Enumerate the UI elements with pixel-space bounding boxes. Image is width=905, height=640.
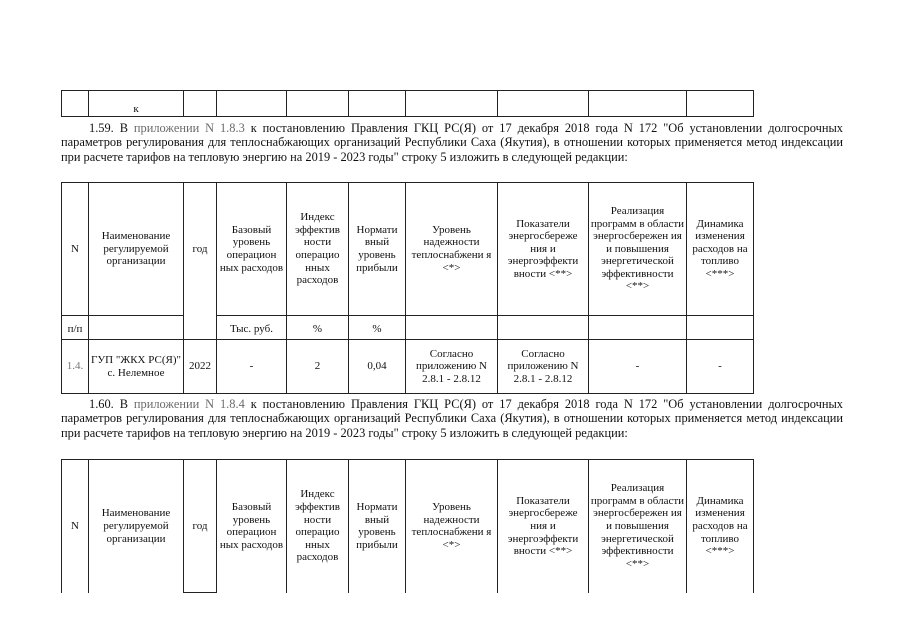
appendix-link[interactable]: приложении N 1.8.3 (133, 121, 245, 135)
cell: к (89, 91, 184, 117)
header-programs: Реализация программ в области энергосбережен ия и повышения энергетической эффективности <**> (589, 460, 687, 593)
header-norm: Нормати вный уровень прибыли (349, 183, 406, 316)
header-n: N (62, 183, 89, 316)
header-base: Базовый уровень операцион ных расходов (217, 460, 287, 593)
header-index: Индекс эффектив ности операцио нных расходов (287, 183, 349, 316)
row-programs: - (589, 340, 687, 394)
paragraph-text: к постановлению Правления ГКЦ РС(Я) от 17 декабря 2018 года N 172 "Об установлении долгосрочных параметров регулирования для теплоснабжающих организаций Республики Саха (Якутия), в отношении которых применяется метод индексации при расчете тарифов на тепловую энергию на 2019 - 2023 годы" строку 5 изложить в следующей редакции: (61, 397, 843, 440)
cell (589, 91, 687, 117)
appendix-link[interactable]: приложении N 1.8.4 (133, 397, 245, 411)
unit-programs (589, 316, 687, 340)
header-dynamics: Динамика изменения расходов на топливо <***> (687, 460, 754, 593)
header-org: Наименование регулируемой организации (89, 460, 184, 593)
params-table-2 (61, 459, 754, 593)
unit-org (89, 316, 184, 340)
header-norm: Нормати вный уровень прибыли (349, 460, 406, 593)
header-n: N (62, 460, 89, 593)
paragraph-number: 1.59. (89, 121, 114, 135)
unit-base: Тыс. руб. (217, 316, 287, 340)
paragraph-number: 1.60. (89, 397, 114, 411)
table-row (62, 340, 754, 394)
cell (217, 91, 287, 117)
row-index: 2 (287, 340, 349, 394)
header-base: Базовый уровень операцион ных расходов (217, 183, 287, 316)
unit-index: % (287, 316, 349, 340)
unit-year (184, 316, 217, 340)
paragraph-text: В (119, 121, 128, 135)
top-table-remnant (61, 90, 754, 117)
paragraph-1-60 (61, 397, 843, 440)
header-reliab: Уровень надежности теплоснабжени я <*> (406, 183, 498, 316)
unit-reliab (406, 316, 498, 340)
cell (349, 91, 406, 117)
paragraph-text: В (119, 397, 128, 411)
cell (62, 91, 89, 117)
header-energy: Показатели энергосбереже ния и энергоэффекти вности <**> (498, 460, 589, 593)
header-org: Наименование регулируемой организации (89, 183, 184, 316)
header-dynamics: Динамика изменения расходов на топливо <***> (687, 183, 754, 316)
row-dynamics: - (687, 340, 754, 394)
header-year: год (184, 183, 217, 316)
unit-norm: % (349, 316, 406, 340)
row-year: 2022 (184, 340, 217, 394)
cell (184, 91, 217, 117)
row-norm: 0,04 (349, 340, 406, 394)
row-n: 1.4. (62, 340, 89, 394)
paragraph-text: к постановлению Правления ГКЦ РС(Я) от 17 декабря 2018 года N 172 "Об установлении долгосрочных параметров регулирования для теплоснабжающих организаций Республики Саха (Якутия), в отношении которых применяется метод индексации при расчете тарифов на тепловую энергию на 2019 - 2023 годы" строку 5 изложить в следующей редакции: (61, 121, 843, 164)
cell (287, 91, 349, 117)
cell (498, 91, 589, 117)
header-reliab: Уровень надежности теплоснабжени я <*> (406, 460, 498, 593)
cell (406, 91, 498, 117)
unit-energy (498, 316, 589, 340)
header-index: Индекс эффектив ности операцио нных расходов (287, 460, 349, 593)
params-table-1 (61, 182, 754, 394)
cell (687, 91, 754, 117)
unit-dynamics (687, 316, 754, 340)
header-programs: Реализация программ в области энергосбережен ия и повышения энергетической эффективности <**> (589, 183, 687, 316)
header-energy: Показатели энергосбереже ния и энергоэффекти вности <**> (498, 183, 589, 316)
row-reliab: Согласно приложению N 2.8.1 - 2.8.12 (406, 340, 498, 394)
row-energy: Согласно приложению N 2.8.1 - 2.8.12 (498, 340, 589, 394)
paragraph-1-59 (61, 121, 843, 164)
row-base: - (217, 340, 287, 394)
row-org: ГУП "ЖКХ РС(Я)" с. Нелемное (89, 340, 184, 394)
unit-n: п/п (62, 316, 89, 340)
header-year: год (184, 460, 217, 593)
